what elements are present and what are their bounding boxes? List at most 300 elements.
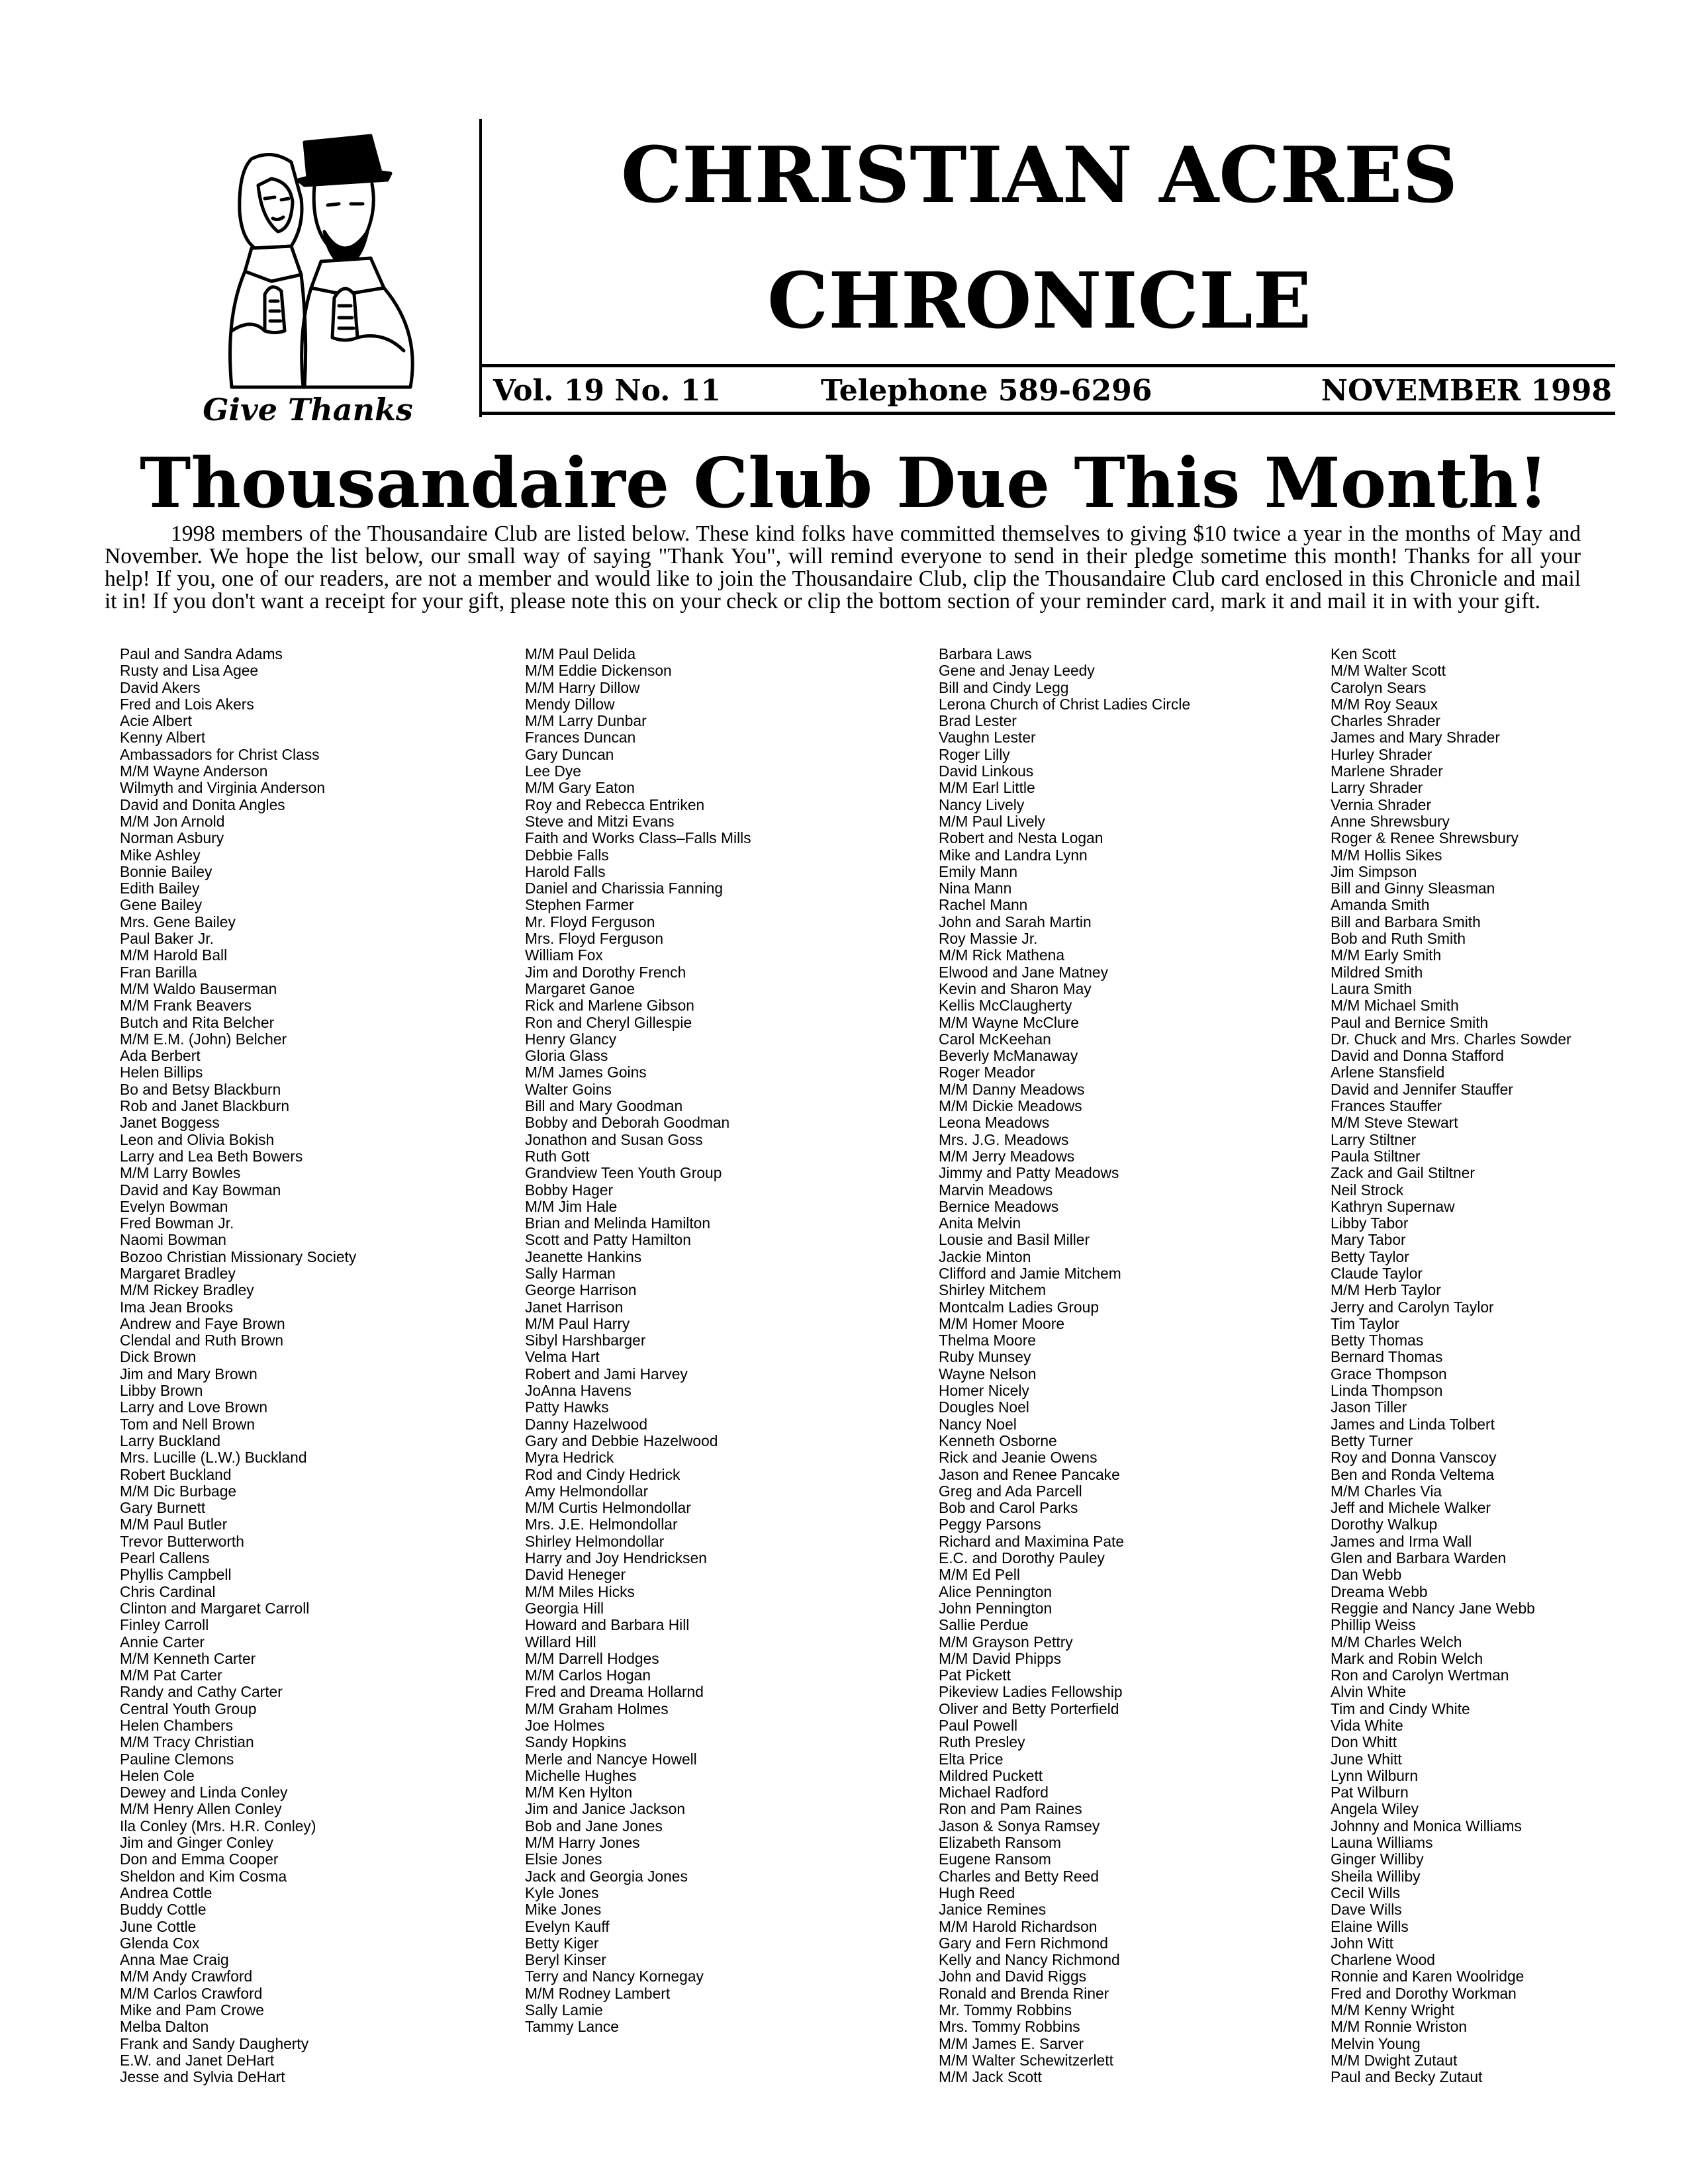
member-name: M/M Andy Crawford (120, 1968, 253, 1985)
member-name: Elwood and Jane Matney (939, 963, 1108, 981)
member-name: Larry Shrader (1331, 779, 1423, 797)
member-name: M/M Harry Jones (525, 1834, 640, 1852)
member-name: Elta Price (939, 1750, 1004, 1768)
member-name: Jim and Mary Brown (120, 1365, 258, 1383)
member-name: Johnny and Monica Williams (1331, 1817, 1522, 1835)
member-name: Joe Holmes (525, 1717, 605, 1734)
member-name: David Akers (120, 678, 201, 696)
member-name: Vernia Shrader (1331, 796, 1432, 813)
member-name: M/M David Phipps (939, 1649, 1061, 1667)
member-name: Mike and Pam Crowe (120, 2001, 264, 2019)
member-name: Evelyn Kauff (525, 1917, 610, 1935)
member-name: John and Sarah Martin (939, 913, 1092, 931)
member-name: M/M Kenny Wright (1331, 2001, 1455, 2019)
member-name: Glen and Barbara Warden (1331, 1549, 1507, 1567)
member-name: Mike and Landra Lynn (939, 846, 1088, 864)
member-name: Alvin White (1331, 1683, 1407, 1701)
member-name: Dick Brown (120, 1348, 197, 1366)
member-name: Claude Taylor (1331, 1264, 1423, 1282)
member-name: Nancy Lively (939, 796, 1025, 813)
member-name: Sally Lamie (525, 2001, 603, 2019)
member-name: Bill and Ginny Sleasman (1331, 880, 1495, 897)
member-name: Paul and Bernice Smith (1331, 1013, 1489, 1031)
member-name: Paul and Sandra Adams (120, 645, 283, 662)
member-name: Ben and Ronda Veltema (1331, 1465, 1495, 1483)
member-name: Robert Buckland (120, 1465, 232, 1483)
member-name: Jim and Janice Jackson (525, 1800, 686, 1818)
member-name: Andrea Cottle (120, 1884, 212, 1901)
member-name: Anna Mae Craig (120, 1951, 229, 1969)
member-name: Vida White (1331, 1717, 1403, 1734)
member-name: June Whitt (1331, 1750, 1402, 1768)
member-name: Rod and Cindy Hedrick (525, 1465, 680, 1483)
member-name: Evelyn Bowman (120, 1197, 228, 1215)
member-name: Sandy Hopkins (525, 1733, 627, 1751)
member-name: Tim and Cindy White (1331, 1700, 1470, 1717)
member-name: Randy and Cathy Carter (120, 1683, 283, 1701)
member-name: M/M Pat Carter (120, 1666, 222, 1684)
member-name: M/M Wayne McClure (939, 1013, 1079, 1031)
member-name: Gary Burnett (120, 1499, 206, 1517)
member-name: M/M Earl Little (939, 779, 1035, 797)
member-name: Howard and Barbara Hill (525, 1616, 690, 1634)
issue-volume: Vol. 19 No. 11 (493, 374, 722, 408)
member-name: Ila Conley (Mrs. H.R. Conley) (120, 1817, 316, 1835)
member-name: Emily Mann (939, 862, 1018, 880)
member-name: Anita Melvin (939, 1214, 1021, 1232)
member-name: Mr. Floyd Ferguson (525, 913, 655, 931)
member-name: Fred and Dorothy Workman (1331, 1984, 1517, 2002)
member-name: Kathryn Supernaw (1331, 1197, 1455, 1215)
member-name: Harry and Joy Hendricksen (525, 1549, 707, 1567)
member-name: Carolyn Sears (1331, 678, 1427, 696)
member-name: Vaughn Lester (939, 729, 1036, 747)
member-name: Richard and Maximina Pate (939, 1532, 1125, 1550)
member-name: M/M Harold Richardson (939, 1917, 1098, 1935)
member-name: David Linkous (939, 762, 1034, 780)
member-name: Mrs. Floyd Ferguson (525, 930, 664, 948)
member-name: M/M Miles Hicks (525, 1582, 635, 1600)
member-name: Ron and Cheryl Gillespie (525, 1013, 692, 1031)
member-name: Sallie Perdue (939, 1616, 1029, 1634)
member-name: Jeff and Michele Walker (1331, 1499, 1491, 1517)
member-name: Georgia Hill (525, 1599, 604, 1617)
member-name: Betty Kiger (525, 1934, 599, 1952)
member-name: Ruby Munsey (939, 1348, 1031, 1366)
member-name: Charles and Betty Reed (939, 1867, 1100, 1885)
member-name: Kenny Albert (120, 729, 206, 747)
issue-date: NOVEMBER 1998 (1321, 374, 1612, 408)
member-name: Jim and Dorothy French (525, 963, 686, 981)
member-name: Rob and Janet Blackburn (120, 1097, 289, 1115)
member-name: Andrew and Faye Brown (120, 1314, 285, 1332)
member-name: M/M Rickey Bradley (120, 1281, 254, 1299)
member-name: M/M Carlos Hogan (525, 1666, 651, 1684)
member-name: Lee Dye (525, 762, 581, 780)
member-name: M/M James E. Sarver (939, 2034, 1084, 2052)
member-name: Frank and Sandy Daugherty (120, 2034, 309, 2052)
member-name: Roy and Donna Vanscoy (1331, 1449, 1497, 1467)
member-name: Margaret Ganoe (525, 979, 635, 997)
member-name: Jason Tiller (1331, 1398, 1407, 1416)
member-name: John and David Riggs (939, 1968, 1087, 1985)
member-name: Ruth Presley (939, 1733, 1025, 1751)
member-name: Fred and Dreama Hollarnd (525, 1683, 704, 1701)
member-name: Ronnie and Karen Woolridge (1331, 1968, 1524, 1985)
member-name: William Fox (525, 946, 603, 964)
member-name: Paul Baker Jr. (120, 930, 214, 948)
member-name: Lousie and Basil Miller (939, 1231, 1090, 1249)
member-name: Larry and Love Brown (120, 1398, 268, 1416)
member-name: Daniel and Charissia Fanning (525, 880, 724, 897)
member-name: Finley Carroll (120, 1616, 209, 1634)
member-name: M/M Michael Smith (1331, 997, 1459, 1015)
member-name: Frances Duncan (525, 729, 636, 747)
member-name: Charlene Wood (1331, 1951, 1435, 1969)
member-name: June Cottle (120, 1917, 197, 1935)
member-name: Jason & Sonya Ramsey (939, 1817, 1100, 1835)
member-name: Danny Hazelwood (525, 1415, 648, 1433)
member-name: Beryl Kinser (525, 1951, 606, 1969)
member-name: Betty Taylor (1331, 1248, 1409, 1265)
member-name: Chris Cardinal (120, 1582, 216, 1600)
member-name: Scott and Patty Hamilton (525, 1231, 691, 1249)
member-list-column-4 (1331, 646, 1571, 2086)
member-name: Sibyl Harshbarger (525, 1332, 646, 1349)
member-name: Kelly and Nancy Richmond (939, 1951, 1120, 1969)
member-name: M/M Carlos Crawford (120, 1984, 263, 2002)
member-name: M/M Ed Pell (939, 1566, 1020, 1584)
member-name: Mrs. J.G. Meadows (939, 1130, 1069, 1148)
member-name: Hugh Reed (939, 1884, 1015, 1901)
member-name: Wilmyth and Virginia Anderson (120, 779, 326, 797)
member-name: Roy and Rebecca Entriken (525, 796, 705, 813)
member-name: Margaret Bradley (120, 1264, 236, 1282)
member-name: Mrs. Lucille (L.W.) Buckland (120, 1449, 307, 1467)
member-name: Helen Cole (120, 1766, 195, 1784)
member-name: Acie Albert (120, 712, 192, 730)
member-name: M/M Harold Ball (120, 946, 228, 964)
member-name: Helen Chambers (120, 1717, 234, 1734)
member-name: Edith Bailey (120, 880, 200, 897)
member-name: Mrs. Gene Bailey (120, 913, 236, 931)
member-name: Ima Jean Brooks (120, 1298, 234, 1316)
member-name: Mildred Smith (1331, 963, 1423, 981)
member-name: M/M Paul Delida (525, 645, 636, 662)
member-name: Don and Emma Cooper (120, 1850, 279, 1868)
member-name: Pauline Clemons (120, 1750, 234, 1768)
member-name: M/M Danny Meadows (939, 1080, 1085, 1098)
member-name: M/M Darrell Hodges (525, 1649, 659, 1667)
member-name: Sheila Williby (1331, 1867, 1421, 1885)
member-name: Jackie Minton (939, 1248, 1031, 1265)
member-name: Nina Mann (939, 880, 1012, 897)
member-name: Leona Meadows (939, 1114, 1050, 1132)
member-name: Brad Lester (939, 712, 1017, 730)
member-name: Elsie Jones (525, 1850, 602, 1868)
member-name: M/M Ronnie Wriston (1331, 2018, 1468, 2036)
member-name: M/M Grayson Pettry (939, 1633, 1073, 1651)
member-name: Beverly McManaway (939, 1047, 1078, 1065)
member-name: Annie Carter (120, 1633, 205, 1651)
member-name: M/M Jon Arnold (120, 812, 225, 830)
member-name: Pearl Callens (120, 1549, 210, 1567)
member-name: M/M Dwight Zutaut (1331, 2051, 1458, 2069)
member-name: Jimmy and Patty Meadows (939, 1164, 1119, 1182)
member-name: Bill and Cindy Legg (939, 678, 1069, 696)
member-name: Paul and Becky Zutaut (1331, 2068, 1483, 2086)
member-name: JoAnna Havens (525, 1382, 632, 1400)
member-name: Ronald and Brenda Riner (939, 1984, 1109, 2002)
member-name: Ambassadors for Christ Class (120, 745, 320, 763)
member-name: M/M Paul Harry (525, 1314, 630, 1332)
member-name: James and Linda Tolbert (1331, 1415, 1495, 1433)
member-name: Peggy Parsons (939, 1516, 1041, 1533)
member-name: Gene Bailey (120, 896, 203, 914)
member-name: Henry Glancy (525, 1030, 617, 1048)
member-name: Launa Williams (1331, 1834, 1433, 1852)
member-name: Dougles Noel (939, 1398, 1029, 1416)
member-name: M/M Paul Lively (939, 812, 1045, 830)
member-name: Greg and Ada Parcell (939, 1482, 1082, 1500)
member-name: Roger Meador (939, 1064, 1035, 1081)
member-name: Janet Boggess (120, 1114, 220, 1132)
member-name: Bonnie Bailey (120, 862, 212, 880)
member-name: Mendy Dillow (525, 695, 615, 713)
member-name: Oliver and Betty Porterfield (939, 1700, 1119, 1717)
member-name: M/M Larry Bowles (120, 1164, 241, 1182)
member-name: Kenneth Osborne (939, 1432, 1057, 1449)
member-name: Gary Duncan (525, 745, 614, 763)
member-name: Trevor Butterworth (120, 1532, 244, 1550)
member-name: George Harrison (525, 1281, 637, 1299)
member-name: Don Whitt (1331, 1733, 1397, 1751)
member-name: Paula Stiltner (1331, 1147, 1421, 1165)
member-name: Hurley Shrader (1331, 745, 1432, 763)
member-name: Libby Tabor (1331, 1214, 1409, 1232)
member-name: James and Mary Shrader (1331, 729, 1500, 747)
member-name: Rusty and Lisa Agee (120, 662, 259, 680)
masthead-vertical-rule (479, 119, 482, 417)
member-name: Bob and Ruth Smith (1331, 930, 1466, 948)
member-name: Ginger Williby (1331, 1850, 1424, 1868)
member-name: Kevin and Sharon May (939, 979, 1092, 997)
member-name: Roger Lilly (939, 745, 1010, 763)
member-name: Gene and Jenay Leedy (939, 662, 1095, 680)
member-name: Lynn Wilburn (1331, 1766, 1419, 1784)
member-name: Gloria Glass (525, 1047, 608, 1065)
member-name: M/M Wayne Anderson (120, 762, 268, 780)
member-name: Mrs. Tommy Robbins (939, 2018, 1080, 2036)
member-name: Bernard Thomas (1331, 1348, 1443, 1366)
member-list-column-1 (120, 646, 356, 2086)
member-name: Robert and Jami Harvey (525, 1365, 688, 1383)
member-name: Gary and Fern Richmond (939, 1934, 1108, 1952)
member-name: Debbie Falls (525, 846, 609, 864)
member-name: Angela Wiley (1331, 1800, 1419, 1818)
member-name: Shirley Helmondollar (525, 1532, 665, 1550)
member-name: Mark and Robin Welch (1331, 1649, 1483, 1667)
article-headline: Thousandaire Club Due This Month! (140, 442, 1548, 523)
member-name: Mike Jones (525, 1901, 602, 1919)
member-name: Roger & Renee Shrewsbury (1331, 829, 1519, 847)
member-name: Shirley Mitchem (939, 1281, 1047, 1299)
member-name: Michael Radford (939, 1784, 1049, 1801)
member-name: M/M Rick Mathena (939, 946, 1065, 964)
member-name: Reggie and Nancy Jane Webb (1331, 1599, 1535, 1617)
member-name: Larry Stiltner (1331, 1130, 1417, 1148)
member-name: David and Donna Stafford (1331, 1047, 1504, 1065)
member-name: Ron and Pam Raines (939, 1800, 1082, 1818)
member-name: Arlene Stansfield (1331, 1064, 1445, 1081)
pilgrim-couple-praying-icon (192, 132, 430, 390)
member-name: Bill and Barbara Smith (1331, 913, 1481, 931)
member-name: Robert and Nesta Logan (939, 829, 1103, 847)
member-name: Elaine Wills (1331, 1917, 1409, 1935)
member-name: Neil Strock (1331, 1181, 1404, 1199)
member-name: Barbara Laws (939, 645, 1032, 662)
member-name: Anne Shrewsbury (1331, 812, 1450, 830)
member-name: Bill and Mary Goodman (525, 1097, 683, 1115)
member-name: M/M Herb Taylor (1331, 1281, 1441, 1299)
member-name: M/M Charles Welch (1331, 1633, 1462, 1651)
member-name: Pat Wilburn (1331, 1784, 1409, 1801)
member-name: Pat Pickett (939, 1666, 1011, 1684)
member-name: Dave Wills (1331, 1901, 1402, 1919)
member-name: Jason and Renee Pancake (939, 1465, 1120, 1483)
member-name: Steve and Mitzi Evans (525, 812, 675, 830)
member-name: Central Youth Group (120, 1700, 257, 1717)
member-name: Dewey and Linda Conley (120, 1784, 288, 1801)
member-list-column-2 (525, 646, 751, 2036)
member-name: Fred Bowman Jr. (120, 1214, 234, 1232)
member-name: Jerry and Carolyn Taylor (1331, 1298, 1494, 1316)
member-name: John Pennington (939, 1599, 1053, 1617)
member-name: M/M Homer Moore (939, 1314, 1064, 1332)
member-name: Kyle Jones (525, 1884, 599, 1901)
member-name: Naomi Bowman (120, 1231, 226, 1249)
member-name: M/M Dic Burbage (120, 1482, 237, 1500)
member-name: Melba Dalton (120, 2018, 209, 2036)
member-name: Myra Hedrick (525, 1449, 614, 1467)
member-name: M/M Jim Hale (525, 1197, 618, 1215)
member-name: Brian and Melinda Hamilton (525, 1214, 711, 1232)
member-name: Kellis McClaugherty (939, 997, 1072, 1015)
member-name: Tom and Nell Brown (120, 1415, 255, 1433)
member-name: M/M Curtis Helmondollar (525, 1499, 691, 1517)
member-name: Bob and Carol Parks (939, 1499, 1078, 1517)
member-name: Bo and Betsy Blackburn (120, 1080, 281, 1098)
member-name: Mary Tabor (1331, 1231, 1406, 1249)
member-name: Velma Hart (525, 1348, 600, 1366)
member-name: M/M Walter Schewitzerlett (939, 2051, 1113, 2069)
member-name: David and Jennifer Stauffer (1331, 1080, 1513, 1098)
member-name: Phillip Weiss (1331, 1616, 1416, 1634)
member-name: Leon and Olivia Bokish (120, 1130, 275, 1148)
masthead-title (490, 113, 1589, 364)
member-name: M/M Jerry Meadows (939, 1147, 1075, 1165)
member-name: M/M Dickie Meadows (939, 1097, 1082, 1115)
member-name: Dreama Webb (1331, 1582, 1428, 1600)
member-name: Merle and Nancye Howell (525, 1750, 697, 1768)
member-name: Betty Thomas (1331, 1332, 1424, 1349)
member-name: James and Irma Wall (1331, 1532, 1472, 1550)
member-name: M/M Jack Scott (939, 2068, 1042, 2086)
member-name: Butch and Rita Belcher (120, 1013, 275, 1031)
member-name: Bobby and Deborah Goodman (525, 1114, 730, 1132)
member-name: Ken Scott (1331, 645, 1396, 662)
member-name: M/M Tracy Christian (120, 1733, 254, 1751)
member-name: M/M Henry Allen Conley (120, 1800, 282, 1818)
member-name: Ruth Gott (525, 1147, 590, 1165)
member-name: E.C. and Dorothy Pauley (939, 1549, 1105, 1567)
member-name: M/M Larry Dunbar (525, 712, 647, 730)
member-name: Zack and Gail Stiltner (1331, 1164, 1475, 1182)
member-name: M/M Roy Seaux (1331, 695, 1438, 713)
member-name: Clifford and Jamie Mitchem (939, 1264, 1121, 1282)
member-name: Jim and Ginger Conley (120, 1834, 273, 1852)
member-name: M/M Hollis Sikes (1331, 846, 1442, 864)
member-name: M/M Charles Via (1331, 1482, 1442, 1500)
member-name: Dorothy Walkup (1331, 1516, 1438, 1533)
member-name: Bernice Meadows (939, 1197, 1059, 1215)
member-name: M/M Walter Scott (1331, 662, 1446, 680)
member-name: M/M Steve Stewart (1331, 1114, 1458, 1132)
member-name: M/M Paul Butler (120, 1516, 228, 1533)
member-name: Fred and Lois Akers (120, 695, 254, 713)
member-name: Wayne Nelson (939, 1365, 1037, 1383)
member-name: Elizabeth Ransom (939, 1834, 1062, 1852)
member-name: Ron and Carolyn Wertman (1331, 1666, 1509, 1684)
masthead-rule-top (479, 364, 1615, 367)
member-name: M/M Harry Dillow (525, 678, 640, 696)
issue-info-bar (493, 375, 1612, 408)
masthead-line-1: CHRISTIAN ACRES (620, 130, 1458, 220)
member-name: M/M Eddie Dickenson (525, 662, 672, 680)
member-name: Montcalm Ladies Group (939, 1298, 1100, 1316)
member-name: Grace Thompson (1331, 1365, 1447, 1383)
member-name: Dr. Chuck and Mrs. Charles Sowder (1331, 1030, 1571, 1048)
member-name: David and Kay Bowman (120, 1181, 281, 1199)
member-name: M/M Rodney Lambert (525, 1984, 671, 2002)
member-name: Rachel Mann (939, 896, 1028, 914)
member-name: Michelle Hughes (525, 1766, 637, 1784)
member-name: Linda Thompson (1331, 1382, 1443, 1400)
member-name: Jesse and Sylvia DeHart (120, 2068, 285, 2086)
member-name: M/M Gary Eaton (525, 779, 635, 797)
member-name: Bob and Jane Jones (525, 1817, 663, 1835)
member-name: Rick and Jeanie Owens (939, 1449, 1098, 1467)
member-name: Mr. Tommy Robbins (939, 2001, 1072, 2019)
member-name: Paul Powell (939, 1717, 1018, 1734)
member-name: Nancy Noel (939, 1415, 1017, 1433)
member-name: Sally Harman (525, 1264, 616, 1282)
member-name: Eugene Ransom (939, 1850, 1051, 1868)
member-name: Phyllis Campbell (120, 1566, 232, 1584)
member-name: Norman Asbury (120, 829, 224, 847)
member-name: Sheldon and Kim Cosma (120, 1867, 287, 1885)
pilgrim-couple-logo (192, 132, 430, 390)
member-name: M/M Frank Beavers (120, 997, 252, 1015)
member-name: Harold Falls (525, 862, 606, 880)
member-name: Amanda Smith (1331, 896, 1430, 914)
member-name: Bobby Hager (525, 1181, 614, 1199)
member-name: Alice Pennington (939, 1582, 1053, 1600)
member-name: Faith and Works Class–Falls Mills (525, 829, 751, 847)
member-name: Stephen Farmer (525, 896, 634, 914)
member-name: Glenda Cox (120, 1934, 200, 1952)
member-name: Lerona Church of Christ Ladies Circle (939, 695, 1191, 713)
